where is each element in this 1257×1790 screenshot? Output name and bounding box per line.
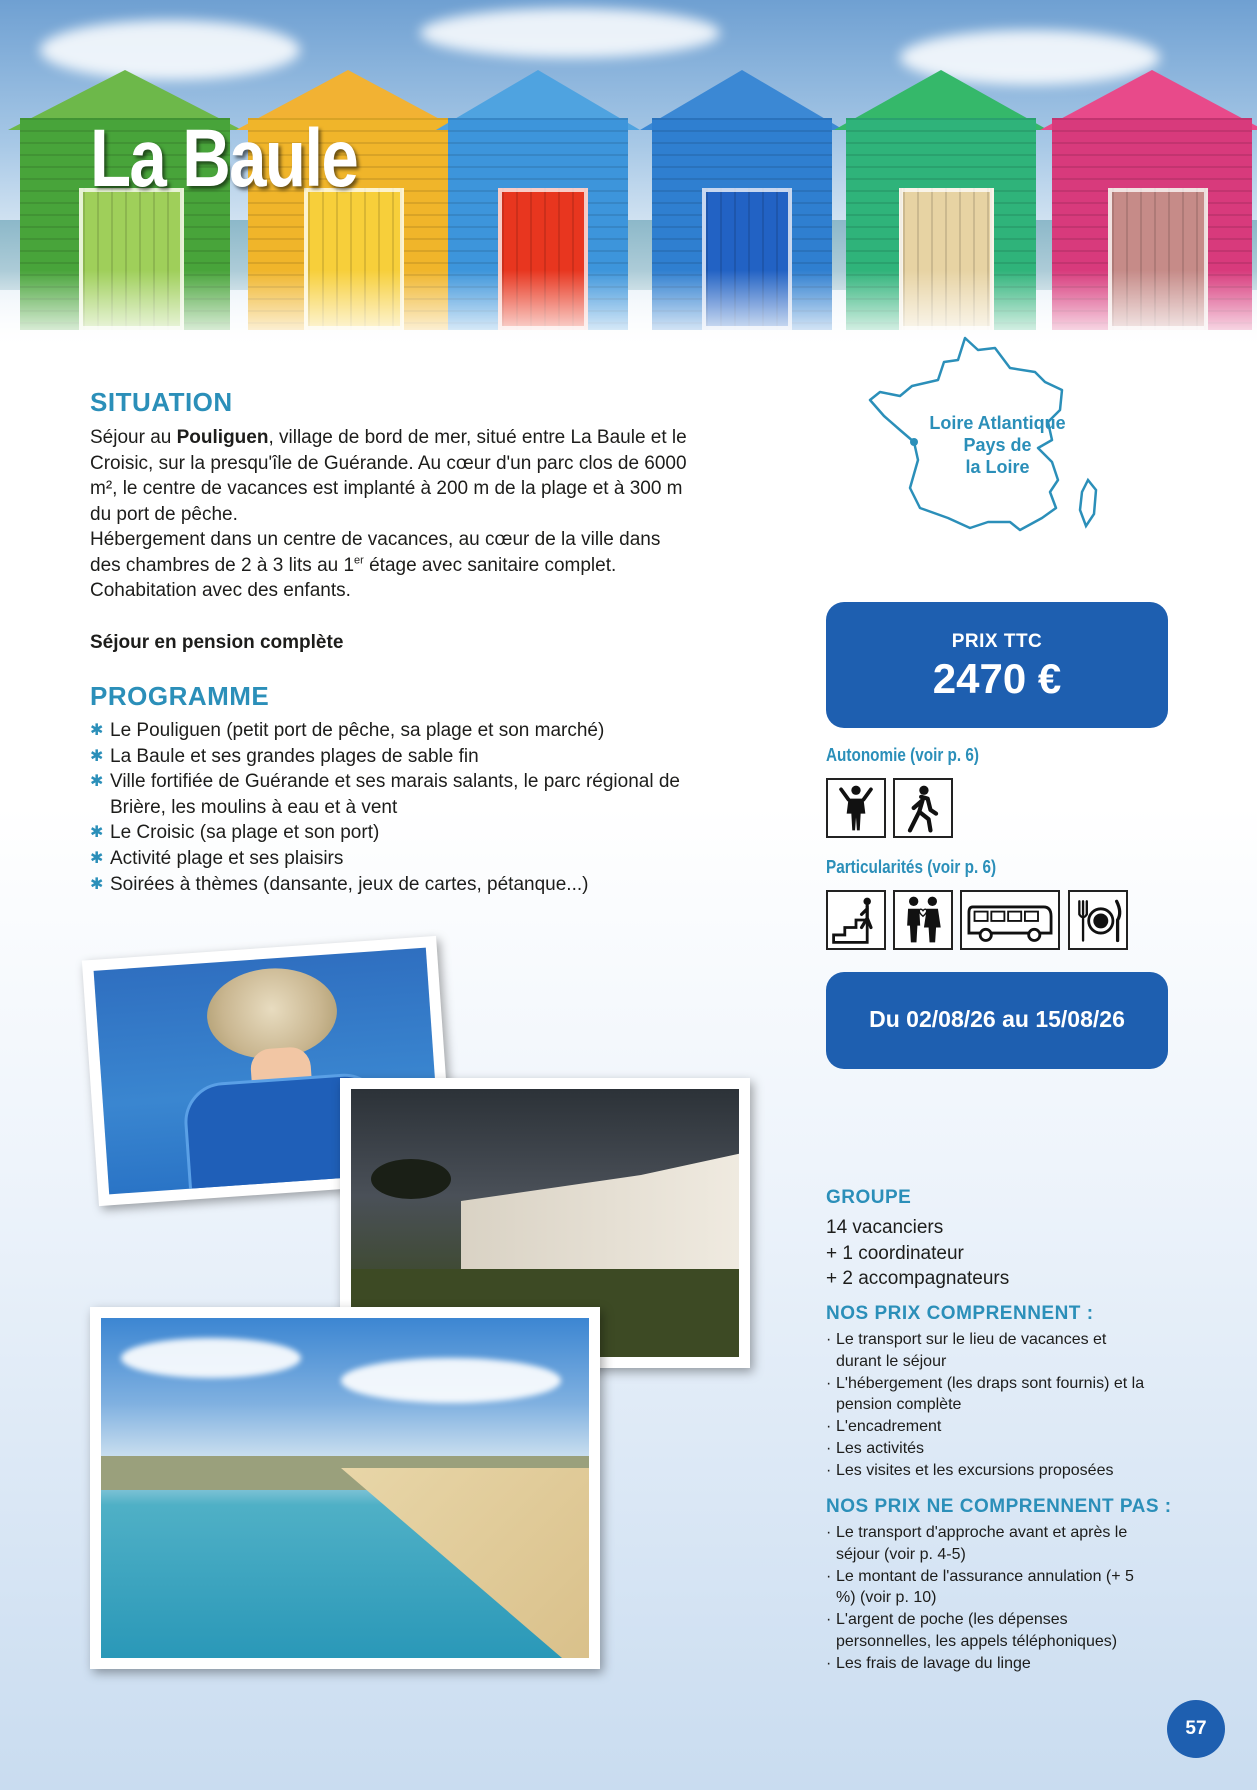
star-bullet-icon: ✱ bbox=[90, 875, 104, 893]
situation-text: Séjour au bbox=[90, 427, 177, 448]
programme-item: ✱ Soirées à thèmes (dansante, jeux de cartes, pétanque...) bbox=[90, 872, 710, 898]
includes-list bbox=[826, 1329, 1156, 1482]
map-label-line: Pays de bbox=[963, 435, 1032, 455]
photo-cloud bbox=[121, 1338, 301, 1378]
star-bullet-icon: ✱ bbox=[90, 747, 104, 765]
excludes-item: · Le montant de l'assurance annulation (+ 5 %) (voir p. 10) bbox=[826, 1566, 1156, 1610]
walking-person-icon bbox=[893, 778, 953, 838]
includes-item: · L'hébergement (les draps sont fournis) et la pension complète bbox=[826, 1373, 1156, 1417]
building-shape bbox=[461, 1149, 739, 1279]
programme-item: ✱ Activité plage et ses plaisirs bbox=[90, 846, 710, 872]
pension-line: Séjour en pension complète bbox=[90, 632, 344, 653]
groupe-heading: GROUPE bbox=[826, 1187, 912, 1208]
groupe-line: 14 vacanciers bbox=[826, 1217, 944, 1238]
corsica-outline bbox=[1080, 480, 1096, 526]
star-bullet-icon: ✱ bbox=[90, 722, 104, 739]
header-banner bbox=[0, 0, 1257, 360]
dates-box bbox=[826, 972, 1168, 1069]
situation-heading: SITUATION bbox=[90, 387, 233, 417]
price-value: 2470 € bbox=[932, 655, 1062, 702]
dates-text: Du 02/08/26 au 15/08/26 bbox=[869, 1006, 1125, 1032]
excludes-heading: NOS PRIX NE COMPRENNENT PAS : bbox=[826, 1496, 1172, 1517]
situation-text: , village de bord de mer, situé entre La Baule et le Croisic, sur la presqu'île de Guérande. Au cœur d'un parc clos de 6000 m², le centre de vacances est implanté à 200 m de la plage et à 300 m du port de pêche. bbox=[90, 427, 687, 525]
star-bullet-icon: ✱ bbox=[90, 849, 104, 867]
programme-heading: PROGRAMME bbox=[90, 681, 270, 711]
map-region-label bbox=[900, 412, 1095, 478]
map-label-line: la Loire bbox=[965, 457, 1030, 477]
programme-list bbox=[90, 718, 710, 897]
photo-cloud bbox=[341, 1358, 561, 1403]
page-number: 57 bbox=[1167, 1700, 1225, 1758]
excludes-item: · Le transport d'approche avant et après le séjour (voir p. 4-5) bbox=[826, 1522, 1156, 1566]
includes-heading: NOS PRIX COMPRENNENT : bbox=[826, 1303, 1094, 1324]
particularites-heading: Particularités (voir p. 6) bbox=[826, 857, 997, 877]
page-title: La Baule bbox=[90, 113, 358, 204]
includes-item: · Les visites et les excursions proposées bbox=[826, 1460, 1156, 1482]
accommodation-text: Hébergement dans un centre de vacances, au cœur de la ville dans des chambres de 2 à 3 lits au 1 bbox=[90, 529, 661, 576]
programme-item: ✱ Le Pouliguen (petit port de pêche, sa plage et son marché) bbox=[90, 718, 710, 744]
sand-beach bbox=[341, 1468, 589, 1658]
programme-item: ✱ Le Croisic (sa plage et son port) bbox=[90, 820, 710, 846]
price-box bbox=[826, 602, 1168, 728]
situation-place: Pouliguen bbox=[176, 427, 269, 448]
includes-item: · Le transport sur le lieu de vacances et durant le séjour bbox=[826, 1329, 1156, 1373]
banner-cloud bbox=[420, 8, 720, 58]
excludes-item: · L'argent de poche (les dépenses personnelles, les appels téléphoniques) bbox=[826, 1609, 1156, 1653]
stairs-icon bbox=[826, 890, 886, 950]
standing-person-icon bbox=[826, 778, 886, 838]
fork-plate-knife-icon bbox=[1068, 890, 1128, 950]
tree-shape bbox=[371, 1159, 451, 1199]
couple-icon bbox=[893, 890, 953, 950]
programme-item: ✱ Ville fortifiée de Guérande et ses marais salants, le parc régional de Brière, les moulins à eau et à vent bbox=[90, 771, 680, 818]
groupe-line: + 2 accompagnateurs bbox=[826, 1268, 1010, 1289]
photo-beach-aerial bbox=[90, 1307, 600, 1669]
map-label-line: Loire Atlantique bbox=[929, 413, 1066, 433]
accommodation-sup: er bbox=[354, 554, 364, 567]
includes-item: · Les activités bbox=[826, 1438, 1156, 1460]
includes-item: · L'encadrement bbox=[826, 1416, 1156, 1438]
minibus-icon bbox=[960, 890, 1060, 950]
star-bullet-icon: ✱ bbox=[90, 773, 104, 791]
groupe-lines bbox=[826, 1215, 1009, 1292]
groupe-line: + 1 coordinateur bbox=[826, 1242, 964, 1264]
accommodation-paragraph bbox=[90, 527, 690, 604]
autonomie-heading: Autonomie (voir p. 6) bbox=[826, 745, 979, 765]
excludes-item: · Les frais de lavage du linge bbox=[826, 1653, 1156, 1675]
star-bullet-icon: ✱ bbox=[90, 824, 104, 842]
excludes-list bbox=[826, 1522, 1156, 1675]
programme-item: ✱ La Baule et ses grandes plages de sable fin bbox=[90, 744, 710, 770]
situation-paragraph bbox=[90, 425, 690, 527]
accommodation-text: étage avec sanitaire complet. Cohabitation avec des enfants. bbox=[90, 554, 617, 602]
price-label: PRIX TTC bbox=[951, 631, 1043, 652]
